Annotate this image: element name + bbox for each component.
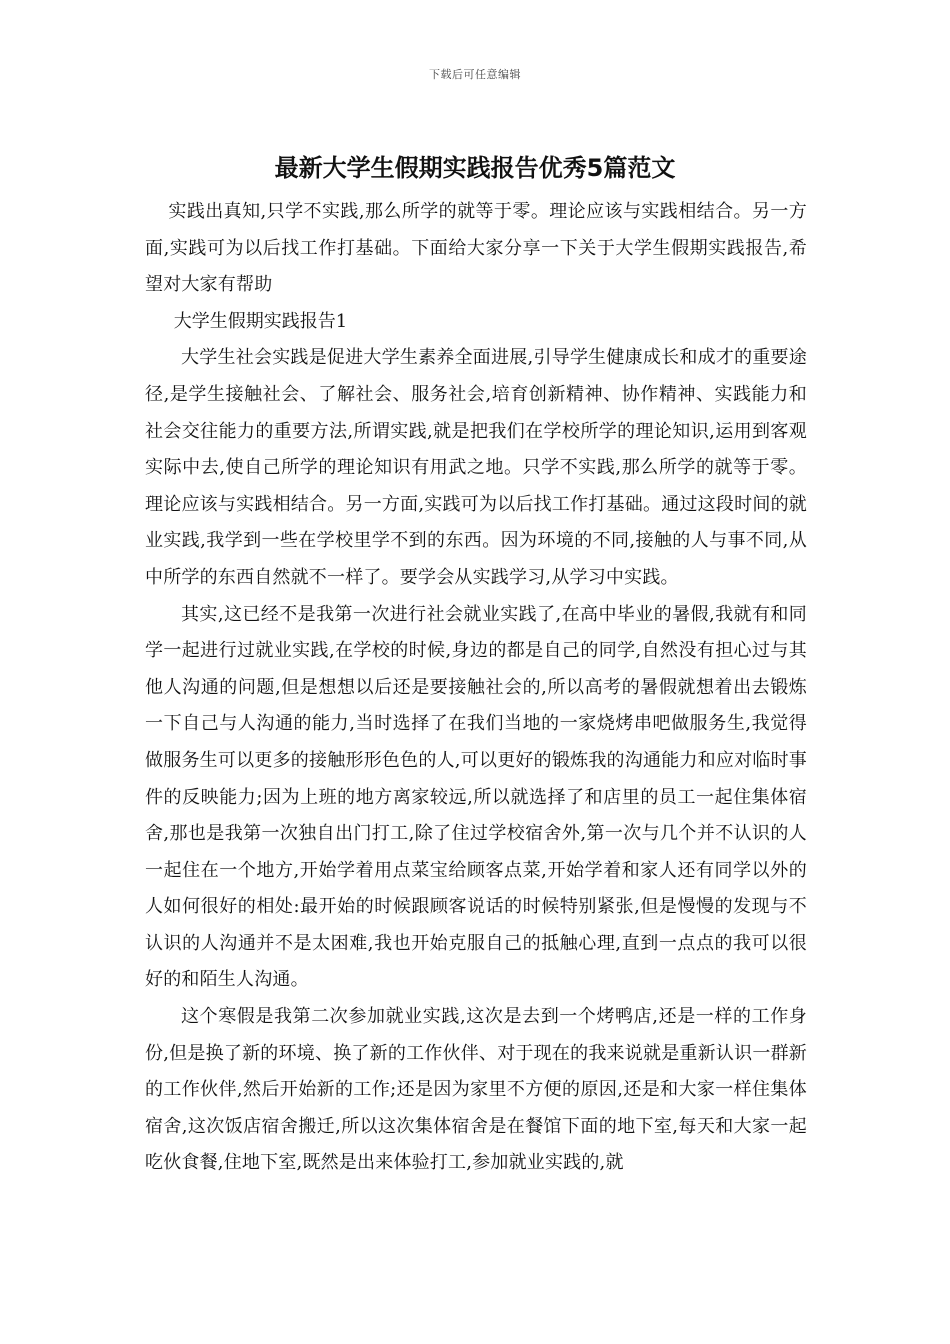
header-note: 下载后可任意编辑 [429, 68, 521, 81]
body-paragraph-2: 其实,这已经不是我第一次进行社会就业实践了,在高中毕业的暑假,我就有和同学一起进行过就业实践,在学校的时候,身边的都是自己的同学,自然没有担心过与其他人沟通的问题,但是想想以后还是要接触社会的,所以高考的暑假就想着出去锻炼一下自己与人沟通的能力,当时选择了在我们当地的一家烧烤串吧做服务生,我觉得做服务生可以更多的接触形形色色的人,可以更好的锻炼我的沟通能力和应对临时事件的反映能力;因为上班的地方离家较远,所以就选择了和店里的员工一起住集体宿舍,那也是我第一次独自出门打工,除了住过学校宿舍外,第一次与几个并不认识的人一起住在一个地方,开始学着用点菜宝给顾客点菜,开始学着和家人还有同学以外的人如何很好的相处:最开始的时候跟顾客说话的时候特别紧张,但是慢慢的发现与不认识的人沟通并不是太困难,我也开始克服自己的抵触心理,直到一点点的我可以很好的和陌生人沟通。 [145, 603, 807, 991]
section-heading: 大学生假期实践报告1 [173, 310, 348, 332]
body-paragraph-3: 这个寒假是我第二次参加就业实践,这次是去到一个烤鸭店,还是一样的工作身份,但是换了新的环境、换了新的工作伙伴、对于现在的我来说就是重新认识一群新的工作伙伴,然后开始新的工作;还是因为家里不方便的原因,还是和大家一样住集体宿舍,这次饭店宿舍搬迁,所以这次集体宿舍是在餐馆下面的地下室,每天和大家一起吃伙食餐,住地下室,既然是出来体验打工,参加就业实践的,就 [145, 1006, 807, 1174]
intro-paragraph: 实践出真知,只学不实践,那么所学的就等于零。理论应该与实践相结合。另一方面,实践可为以后找工作打基础。下面给大家分享一下关于大学生假期实践报告,希望对大家有帮助 [145, 201, 807, 296]
document-body [145, 194, 807, 1182]
body-paragraph-1: 大学生社会实践是促进大学生素养全面进展,引导学生健康成长和成才的重要途径,是学生接触社会、了解社会、服务社会,培育创新精神、协作精神、实践能力和社会交往能力的重要方法,所谓实践,就是把我们在学校所学的理论知识,运用到客观实际中去,使自己所学的理论知识有用武之地。只学不实践,那么所学的就等于零。理论应该与实践相结合。另一方面,实践可为以后找工作打基础。通过这段时间的就业实践,我学到一些在学校里学不到的东西。因为环境的不同,接触的人与事不同,从中所学的东西自然就不一样了。要学会从实践学习,从学习中实践。 [145, 347, 807, 588]
document-title: 最新大学生假期实践报告优秀5篇范文 [274, 154, 676, 182]
